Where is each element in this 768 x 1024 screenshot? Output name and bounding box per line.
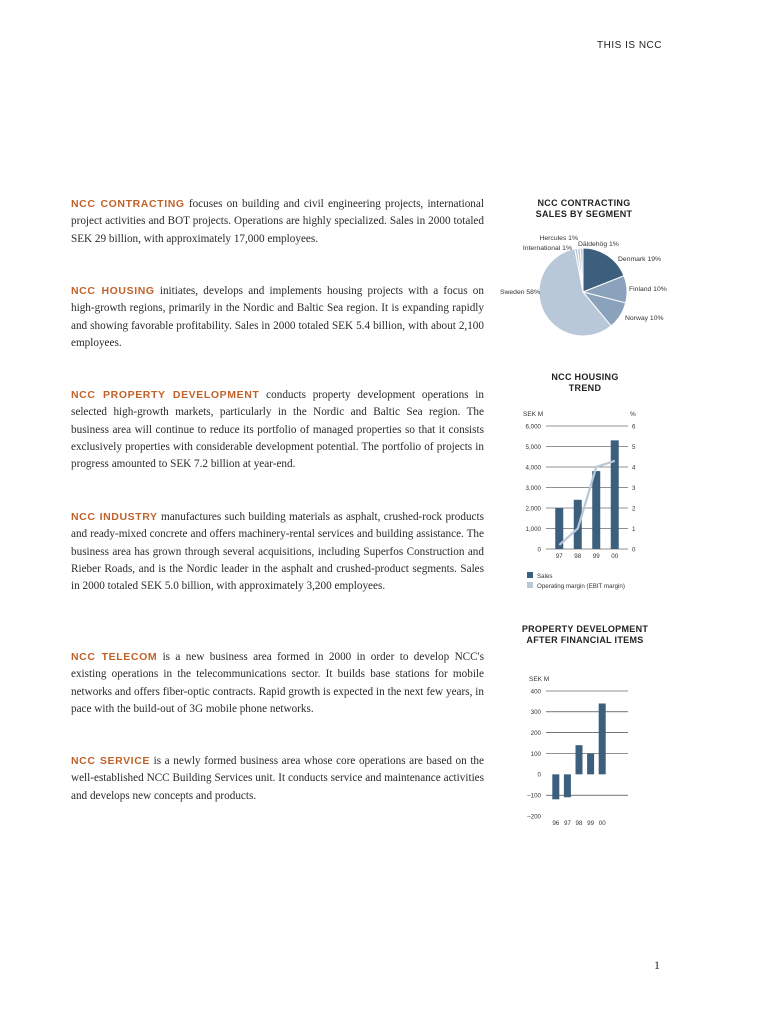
section-header: THIS IS NCC [597,40,662,51]
y2-tick-label: 3 [632,484,636,492]
x-tick-label: 97 [555,553,563,560]
keyword: NCC PROPERTY DEVELOPMENT [71,389,260,401]
y-tick-label: 0 [537,546,541,554]
y2-tick-label: 6 [632,423,636,431]
legend-label-sales: Sales [537,573,553,580]
property-bar [552,774,559,799]
x-tick-label: 99 [592,553,600,560]
x-tick-label: 00 [598,820,606,827]
paragraph-text: is a newly formed business area whose core operations are based on the well-established NCC Building Services unit. It conducts service and maintenance activities and develops new concepts and products. [71,755,484,802]
y2-tick-label: 5 [632,443,636,451]
housing-chart [505,405,665,595]
pie-chart [490,228,680,343]
paragraph-text: is a new business area formed in 2000 in order to develop NCC's existing operations in the telecommunications sector. It builds base stations for mobile networks and offers fiber-optic contracts. Rapid growth is expected in the next few years, in pace with the build-out of 3G mobile phone networks. [71,651,484,715]
pie-slice-label: Hercules 1% [539,235,578,242]
pie-chart-title: NCC CONTRACTING SALES BY SEGMENT [535,198,633,219]
x-tick-label: 00 [611,553,619,560]
pie-slice-label: Sweden 58% [499,289,540,296]
paragraph-housing [71,283,484,352]
x-tick-label: 98 [574,553,582,560]
paragraph-telecom [71,649,484,718]
property-bar [564,774,571,797]
y-tick-label: –200 [527,813,541,821]
keyword: NCC HOUSING [71,285,155,297]
sales-bar [611,440,619,549]
paragraph-service [71,753,484,805]
y-axis-label: SEK M [529,676,550,683]
property-chart [505,670,655,835]
housing-chart-title: NCC HOUSING TREND [551,372,619,393]
y-tick-label: –100 [527,792,541,800]
y-tick-label: 400 [530,688,541,696]
y-axis-label: SEK M [523,411,544,418]
margin-line [559,461,615,545]
y-tick-label: 3,000 [525,484,541,492]
page-number: 1 [654,958,660,972]
property-bar [576,745,583,774]
legend-label-margin: Operating margin (EBIT margin) [537,583,625,590]
pie-slice-label: Denmark 19% [618,256,662,263]
paragraph-property [71,387,484,473]
y-tick-label: 0 [537,771,541,779]
y-tick-label: 1,000 [525,525,541,533]
property-chart-title: PROPERTY DEVELOPMENT AFTER FINANCIAL ITEMS [521,624,649,645]
pie-slice-label: Norway 10% [625,315,664,322]
y-tick-label: 6,000 [525,423,541,431]
y-tick-label: 300 [530,709,541,717]
paragraph-text: manufactures such building materials as asphalt, crushed-rock products and ready-mixed concrete and offers machinery-rental services and building assistance. The business area has grown through several acquisitions, including Superfos Construction and Rieber Roads, and is the Nordic leader in the asphalt and crushed-product segments. Sales in 2000 totaled SEK 5.0 billion, with approximately 3,200 employees. [71,511,484,593]
paragraph-text: initiates, develops and implements housing projects with a focus on high-growth regions, primarily in the Nordic and Baltic Sea region. It is expanding rapidly and showing favorable profitability. Sales in 2000 totaled SEK 5.4 billion, with about 2,100 employees. [71,285,484,349]
y-tick-label: 100 [530,750,541,758]
paragraph-text: focuses on building and civil engineering projects, international project activities and BOT projects. Operations are highly specialized. Sales in 2000 totaled SEK 29 billion, with approximately 17,000 employees. [71,198,484,245]
keyword: NCC SERVICE [71,755,150,767]
x-tick-label: 98 [575,820,583,827]
paragraph-contracting [71,196,484,248]
y-tick-label: 2,000 [525,505,541,513]
y2-tick-label: 2 [632,505,636,513]
y-tick-label: 5,000 [525,443,541,451]
paragraph-text: conducts property development operations in selected high-growth markets, particularly in the Nordic and Baltic Sea region. The business area will continue to reduce its portfolio of managed properties so that it consists exclusively properties with considerable development potential. The portfolio of projects in progress amounted to SEK 7.2 billion at year-end. [71,389,484,471]
x-tick-label: 99 [587,820,595,827]
sales-bar [592,471,600,549]
keyword: NCC CONTRACTING [71,198,185,210]
paragraph-industry [71,509,484,595]
x-tick-label: 97 [563,820,571,827]
y-tick-label: 200 [530,729,541,737]
keyword: NCC INDUSTRY [71,511,158,523]
legend-swatch-margin [527,582,533,588]
y2-tick-label: 0 [632,546,636,554]
pie-slice-label: International 1% [522,245,572,252]
property-bar [599,704,606,775]
y2-tick-label: 4 [632,464,636,472]
pie-slice-label: Finland 10% [629,286,667,293]
sales-bar [574,500,582,549]
pie-slice-label: Däldehög 1% [578,241,619,248]
legend-swatch-sales [527,572,533,578]
y-tick-label: 4,000 [525,464,541,472]
property-bar [587,754,594,775]
x-tick-label: 96 [552,820,560,827]
keyword: NCC TELECOM [71,651,158,663]
y2-tick-label: 1 [632,525,636,533]
y2-axis-label: % [630,411,636,418]
